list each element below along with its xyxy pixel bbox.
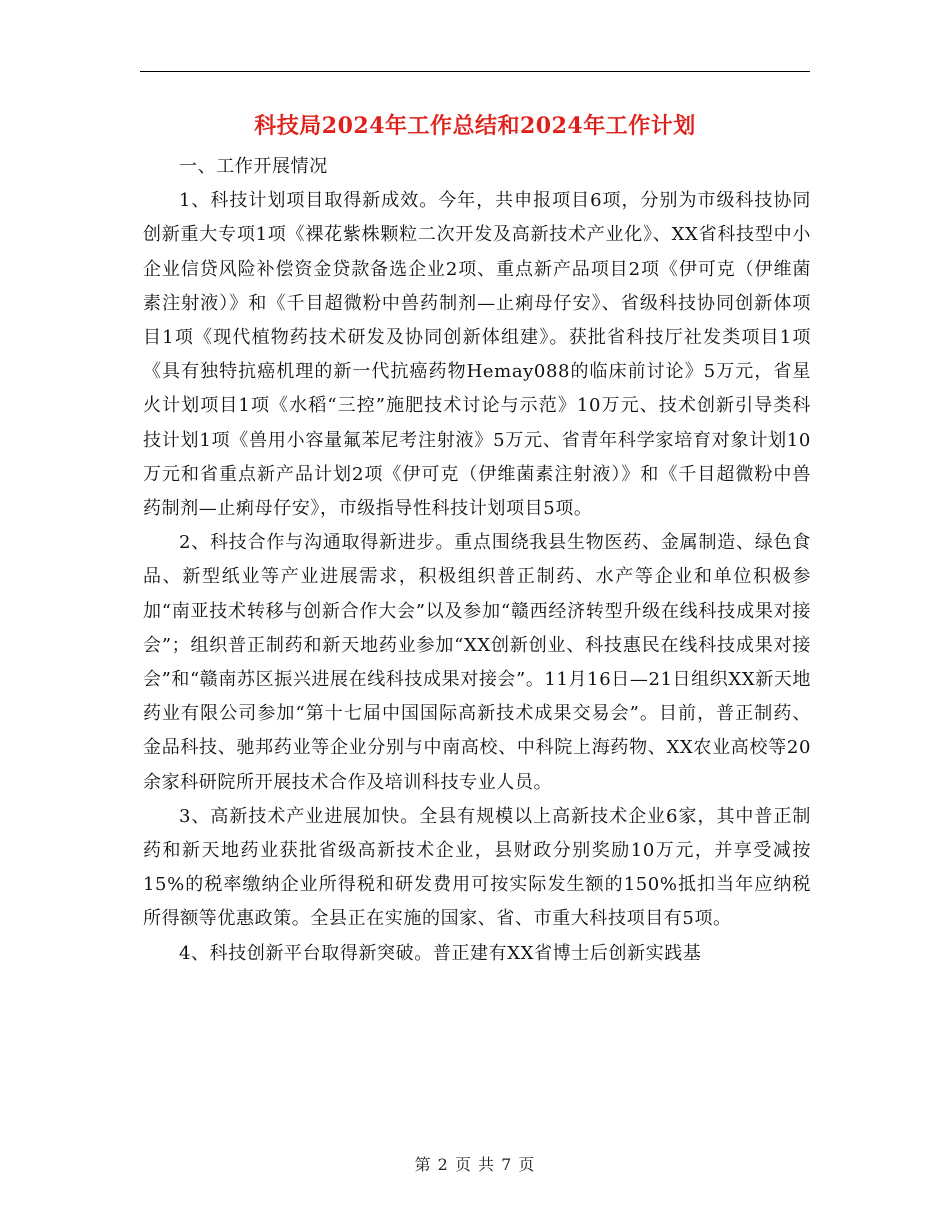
header-rule <box>140 71 810 72</box>
paragraph-4: 4、科技创新平台取得新突破。普正建有XX省博士后创新实践基 <box>179 942 702 964</box>
document-body <box>143 150 811 971</box>
paragraph-3: 3、高新技术产业进展加快。全县有规模以上高新技术企业6家，其中普正制药和新天地药业获批省级高新技术企业，县财政分别奖励10万元，并享受减按15%的税率缴纳企业所得税和研发费用可按实际发生额的150%抵扣当年应纳税所得额等优惠政策。全县正在实施的国家、省、市重大科技项目有5项。 <box>143 805 811 930</box>
paragraph-1: 1、科技计划项目取得新成效。今年，共申报项目6项，分别为市级科技协同创新重大专项1项《裸花紫株颗粒二次开发及高新技术产业化》、XX省科技型中小企业信贷风险补偿资金贷款备选企业2项、重点新产品项目2项《伊可克（伊维菌素注射液）》和《千目超微粉中兽药制剂—止痢母仔安》、省级科技协同创新体项目1项《现代植物药技术研发及协同创新体组建》。获批省科技厅社发类项目1项《具有独特抗癌机理的新一代抗癌药物Hemay088的临床前讨论》5万元，省星火计划项目1项《水稻“三控”施肥技术讨论与示范》10万元、技术创新引导类科技计划1项《兽用小容量氟苯尼考注射液》5万元、省青年科学家培育对象计划10万元和省重点新产品计划2项《伊可克（伊维菌素注射液）》和《千目超微粉中兽药制剂—止痢母仔安》，市级指导性科技计划项目5项。 <box>143 190 811 520</box>
section-heading: 一、工作开展情况 <box>179 156 328 177</box>
paragraph-2: 2、科技合作与沟通取得新进步。重点围绕我县生物医药、金属制造、绿色食品、新型纸业等产业进展需求，积极组织普正制药、水产等企业和单位积极参加“南亚技术转移与创新合作大会”以及参加“赣西经济转型升级在线科技成果对接会”；组织普正制药和新天地药业参加“XX创新创业、科技惠民在线科技成果对接会”和“赣南苏区振兴进展在线科技成果对接会”。11月16日—21日组织XX新天地药业有限公司参加“第十七届中国国际高新技术成果交易会”。目前，普正制药、金品科技、驰邦药业等企业分别与中南高校、中科院上海药物、XX农业高校等20余家科研院所开展技术合作及培训科技专业人员。 <box>143 532 811 793</box>
document-title: 科技局2024年工作总结和2024年工作计划 <box>254 113 696 139</box>
page-number: 第 2 页 共 7 页 <box>414 1155 536 1174</box>
